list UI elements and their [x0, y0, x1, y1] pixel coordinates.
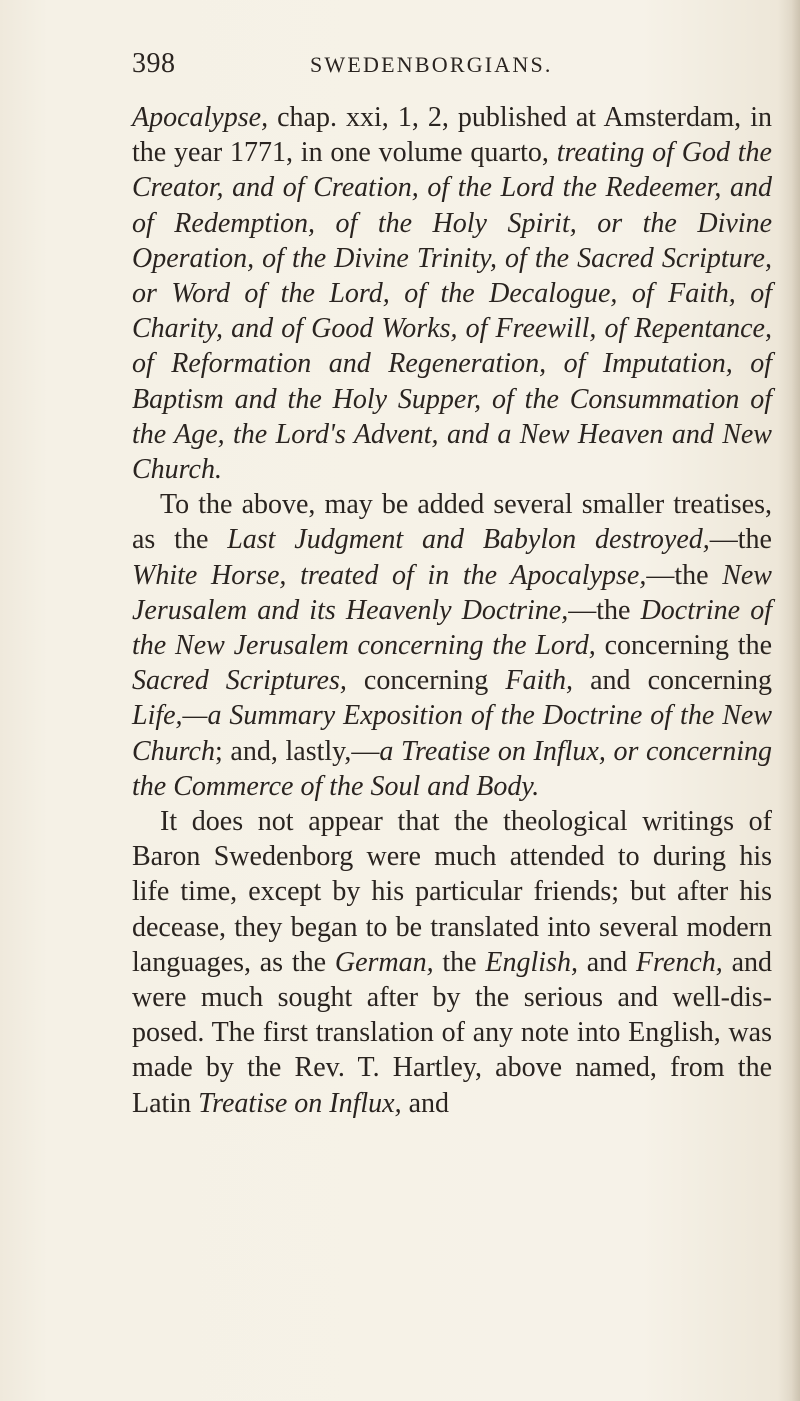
italic-text: Life,—a Summary Exposition of the Doctrine of the New Church	[132, 700, 772, 767]
paragraph	[132, 804, 772, 1121]
paragraph	[132, 487, 772, 804]
italic-text: Doctrine of the New Jerusalem concerning the Lord,	[132, 594, 772, 662]
text-run: and	[577, 946, 636, 978]
text-run: chap. xxi, 1, 2, published at Amsterdam, in the year 1771, in one volume quarto,	[132, 102, 772, 169]
italic-text: English,	[485, 946, 578, 978]
italic-text: treating of God the Creator, and of Creation, of the Lord the Redeemer, and of Redemption, of the Holy Spirit, or the Divine Operation, of the Divine Trinity, of the Sacred Scripture, or Word of the Lord, of the Decalogue, of Faith, of Charity, and of Good Works, of Freewill, of Repentance, of Reformation and Regeneration, of Imputation, of Baptism and the Holy Supper, of the Consummation of the Age, the Lord's Advent, and a New Heaven and New Church.	[132, 137, 772, 486]
text-run: It does not appear that the theological writings of Baron Swedenborg were much attended to during his life time, except by his particular friends; but after his decease, they began to be translated into several modern languages, as the	[132, 806, 772, 978]
page-header	[132, 48, 752, 88]
body-text	[132, 100, 772, 1121]
italic-text: Faith,	[505, 665, 574, 697]
text-run: and concerning	[573, 665, 772, 697]
text-run: and were much sought after by the serious and well-disposed. The first translation of any note into English, was made by the Rev. T. Hartley, above named, from the Latin	[132, 946, 772, 1119]
italic-text: French,	[635, 946, 723, 978]
italic-text: Sacred Scriptures,	[132, 665, 347, 697]
page-number: 398	[132, 48, 176, 79]
text-run: —the	[568, 594, 641, 626]
italic-text: Last Judgment and Babylon destroyed,	[227, 524, 710, 556]
italic-text: German,	[334, 946, 434, 978]
running-head: SWEDENBORGIANS.	[310, 52, 553, 77]
italic-text: a Treatise on Influx, or concerning the Commerce of the Soul and Body.	[132, 735, 772, 802]
text-run: concerning the	[595, 630, 772, 662]
italic-text: New Jerusalem and its Heavenly Doctrine,	[132, 559, 772, 626]
text-run: concerning	[346, 665, 506, 697]
text-run: —the	[709, 524, 772, 556]
text-run: —the	[646, 559, 723, 591]
text-run: ; and, lastly,—	[214, 735, 380, 767]
text-run: the	[433, 946, 486, 978]
italic-text: Apocalypse,	[132, 102, 269, 133]
text-run: To the above, may be added several smaller treatises, as the	[132, 489, 772, 556]
text-run: and	[401, 1087, 450, 1119]
italic-text: Treatise on Influx,	[198, 1087, 402, 1119]
paragraph	[132, 100, 772, 487]
page-edge-shadow	[778, 0, 800, 1401]
italic-text: White Horse, treated of in the Apocalypse,	[132, 559, 647, 591]
